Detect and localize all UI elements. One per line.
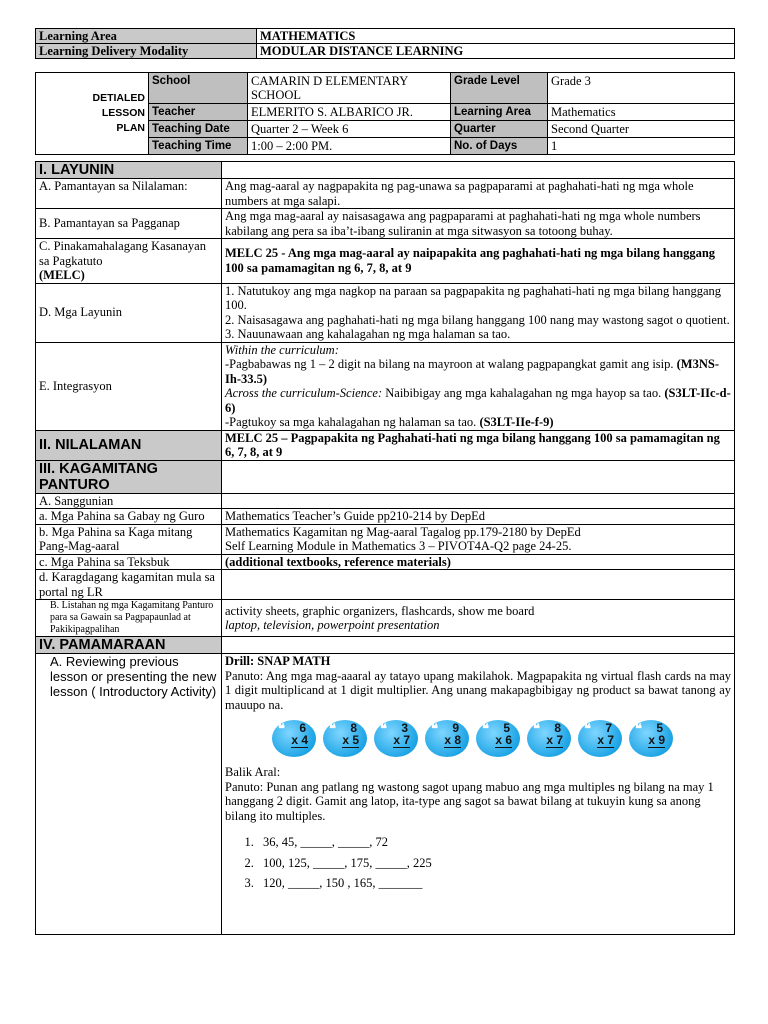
section-pamamaraan-blank [222,637,735,654]
grade-value: Grade 3 [548,73,735,104]
pamantayan-nilalaman-text: Ang mag-aaral ay nagpapakita ng pag-unawa sa pagpaparami at paghahati-hati ng mga whole numbers at mga salapi. [222,179,735,209]
teacher-label: Teacher [149,104,248,121]
school-value: CAMARIN D ELEMENTARY SCHOOL [248,73,451,104]
drill-title: Drill: SNAP MATH [225,654,331,668]
modality-label: Learning Delivery Modality [36,44,257,59]
reviewing-label: A. Reviewing previous lesson or presenting the new lesson ( Introductory Activity) [36,654,222,935]
gabay-guro-text: Mathematics Teacher’s Guide pp210-214 by DepEd [222,509,735,525]
section-kagamitan-blank [222,460,735,493]
kagamitan-mag-aaral-text [222,524,735,554]
flashcard-bubble: ❝ 5 x 9 [629,720,673,757]
integrasyon-label: E. Integrasyon [36,342,222,430]
school-label: School [149,73,248,104]
dlp-side-label [36,73,149,155]
flashcard-bubble: ❝ 5 x 6 [476,720,520,757]
layunin-list [222,283,735,342]
flashcard-bubble: ❝ 6 x 4 [272,720,316,757]
flashcard-bubble: ❝ 7 x 7 [578,720,622,757]
portal-lr-label: d. Karagdagang kagamitan mula sa portal ng LR [36,570,222,600]
multiples-item-3: 3. 120, _____, 150 , 165, _______ [257,876,731,891]
integrasyon-line-1: -Pagbabawas ng 1 – 2 digit na bilang na mayroon at walang pagpapangkat gamit ang isip. [225,357,677,371]
area-label: Learning Area [451,104,548,121]
integrasyon-text [222,342,735,430]
integrasyon-code-3: (S3LT-IIe-f-9) [479,415,554,429]
integrasyon-line-3: -Pagtukoy sa mga kahalagahan ng halaman sa tao. [225,415,480,429]
grade-label: Grade Level [451,73,548,104]
days-value: 1 [548,138,735,155]
quarter-value: Second Quarter [548,121,735,138]
layunin-item-1: 1. Natutukoy ang mga nagkop na paraan sa pagpapakita ng paghahati-hati ng mga bilang hanggang 100. [225,283,722,312]
balik-aral-instructions: Panuto: Punan ang patlang ng wastong sagot upang mabuo ang mga multiples ng bilang na may 1 hanggang 2 digit. Gamit ang latop, ita-type ang sagot sa bawat bilang at tukuyin kung sa anong bilang ito multiples. [225,779,714,823]
modality-value: MODULAR DISTANCE LEARNING [257,44,735,59]
kagamitan-mag-aaral-label: b. Mga Pahina sa Kaga mitang Pang-Mag-aaral [36,524,222,554]
modality-table [35,28,735,59]
lesson-plan-table [35,161,735,935]
flashcard-bubble: ❝ 9 x 8 [425,720,469,757]
date-label: Teaching Date [149,121,248,138]
flashcard-bubble: ❝ 3 x 7 [374,720,418,757]
pamantayan-nilalaman-label: A. Pamantayan sa Nilalaman: [36,179,222,209]
section-kagamitan-title: III. KAGAMITANG PANTURO [36,460,222,493]
flashcard-bubble: ❝ 8 x 7 [527,720,571,757]
layunin-label: D. Mga Layunin [36,283,222,342]
area-value: Mathematics [548,104,735,121]
across-curriculum-label: Across the curriculum-Science: [225,386,383,400]
section-layunin-title: I. LAYUNIN [36,162,222,179]
layunin-item-3: 3. Nauunawaan ang kahalagahan ng mga halaman sa tao. [225,327,511,341]
section-layunin-blank [222,162,735,179]
drill-instructions: Panuto: Ang mga mag-aaaral ay tatayo upang makilahok. Magpapakita ng virtual flash cards na may 1 digit multiplicand at 1 digit multiplier. Ang unang makapagbibigay ng product sa bawat tanong ay mauupo na. [225,668,731,712]
melc-label [36,239,222,284]
flashcard-row [225,712,731,765]
sanggunian-blank [222,493,735,509]
integrasyon-code-2: (S3LT-IIc-d-6) [225,386,731,415]
dlp-word-3: PLAN [116,122,145,134]
dlp-word-2: LESSON [101,107,145,119]
integrasyon-line-2: Naibibigay ang mga kahalagahan ng mga hayop sa tao. [382,386,665,400]
lesson-info-table [35,72,735,155]
section-pamamaraan-title: IV. PAMAMARAAN [36,637,222,654]
within-curriculum-label: Within the curriculum: [225,342,339,357]
teacher-value: ELMERITO S. ALBARICO JR. [248,104,451,121]
pamantayan-pagganap-label: B. Pamantayan sa Pagganap [36,209,222,239]
learning-area-value: MATHEMATICS [257,29,735,44]
pamantayan-pagganap-text: Ang mga mag-aaral ay naisasagawa ang pagpaparami at paghahati-hati ng mga whole numbers kabilang ang pera sa iba’t-ibang suliranin at mga sitwasyon sa totoong buhay. [222,209,735,239]
kagamitan-line-2: Self Learning Module in Mathematics 3 – PIVOT4A-Q2 page 24-25. [225,539,572,553]
portal-lr-blank [222,570,735,600]
integrasyon-code-1: (M3NS-Ih-33.5) [225,357,719,386]
days-label: No. of Days [451,138,548,155]
layunin-item-2: 2. Naisasagawa ang paghahati-hati ng mga bilang hanggang 100 nang may wastong sagot o quotient. [225,312,730,327]
kagamitan-line-1: Mathematics Kagamitan ng Mag-aaral Tagalog pp.179-2180 by DepEd [225,524,581,539]
section-nilalaman-title: II. NILALAMAN [36,430,222,460]
listahan-line-2: laptop, television, powerpoint presentation [225,618,440,632]
time-value: 1:00 – 2:00 PM. [248,138,451,155]
listahan-text [222,600,735,637]
melc-text: MELC 25 - Ang mga mag-aaral ay naipapakita ang paghahati-hati ng mga bilang hanggang 100 sa pamamagitan ng 6, 7, 8, at 9 [222,239,735,284]
flashcard-bubble: ❝ 8 x 5 [323,720,367,757]
teksbuk-label: c. Mga Pahina sa Teksbuk [36,554,222,570]
drill-cell [222,654,735,935]
gabay-guro-label: a. Mga Pahina sa Gabay ng Guro [36,509,222,525]
learning-area-label: Learning Area [36,29,257,44]
multiples-item-1: 1. 36, 45, _____, _____, 72 [257,835,731,850]
multiples-list [225,835,731,891]
sanggunian-label: A. Sanggunian [36,493,222,509]
listahan-label: B. Listahan ng mga Kagamitang Panturo para sa Gawain sa Pagpapaunlad at Pakikipagpalihan [36,600,222,637]
melc-label-code: (MELC) [39,268,85,282]
balik-aral-title: Balik Aral: [225,765,281,779]
date-value: Quarter 2 – Week 6 [248,121,451,138]
multiples-item-2: 2. 100, 125, _____, 175, _____, 225 [257,856,731,871]
time-label: Teaching Time [149,138,248,155]
teksbuk-text: (additional textbooks, reference materials) [222,554,735,570]
listahan-line-1: activity sheets, graphic organizers, flashcards, show me board [225,603,535,618]
melc-label-text: C. Pinakamahalagang Kasanayan sa Pagkatuto [39,239,206,268]
dlp-word-1: DETIALED [92,92,145,104]
quarter-label: Quarter [451,121,548,138]
nilalaman-text: MELC 25 – Pagpapakita ng Paghahati-hati ng mga bilang hanggang 100 sa pamamagitan ng 6, 7, 8, at 9 [222,430,735,460]
